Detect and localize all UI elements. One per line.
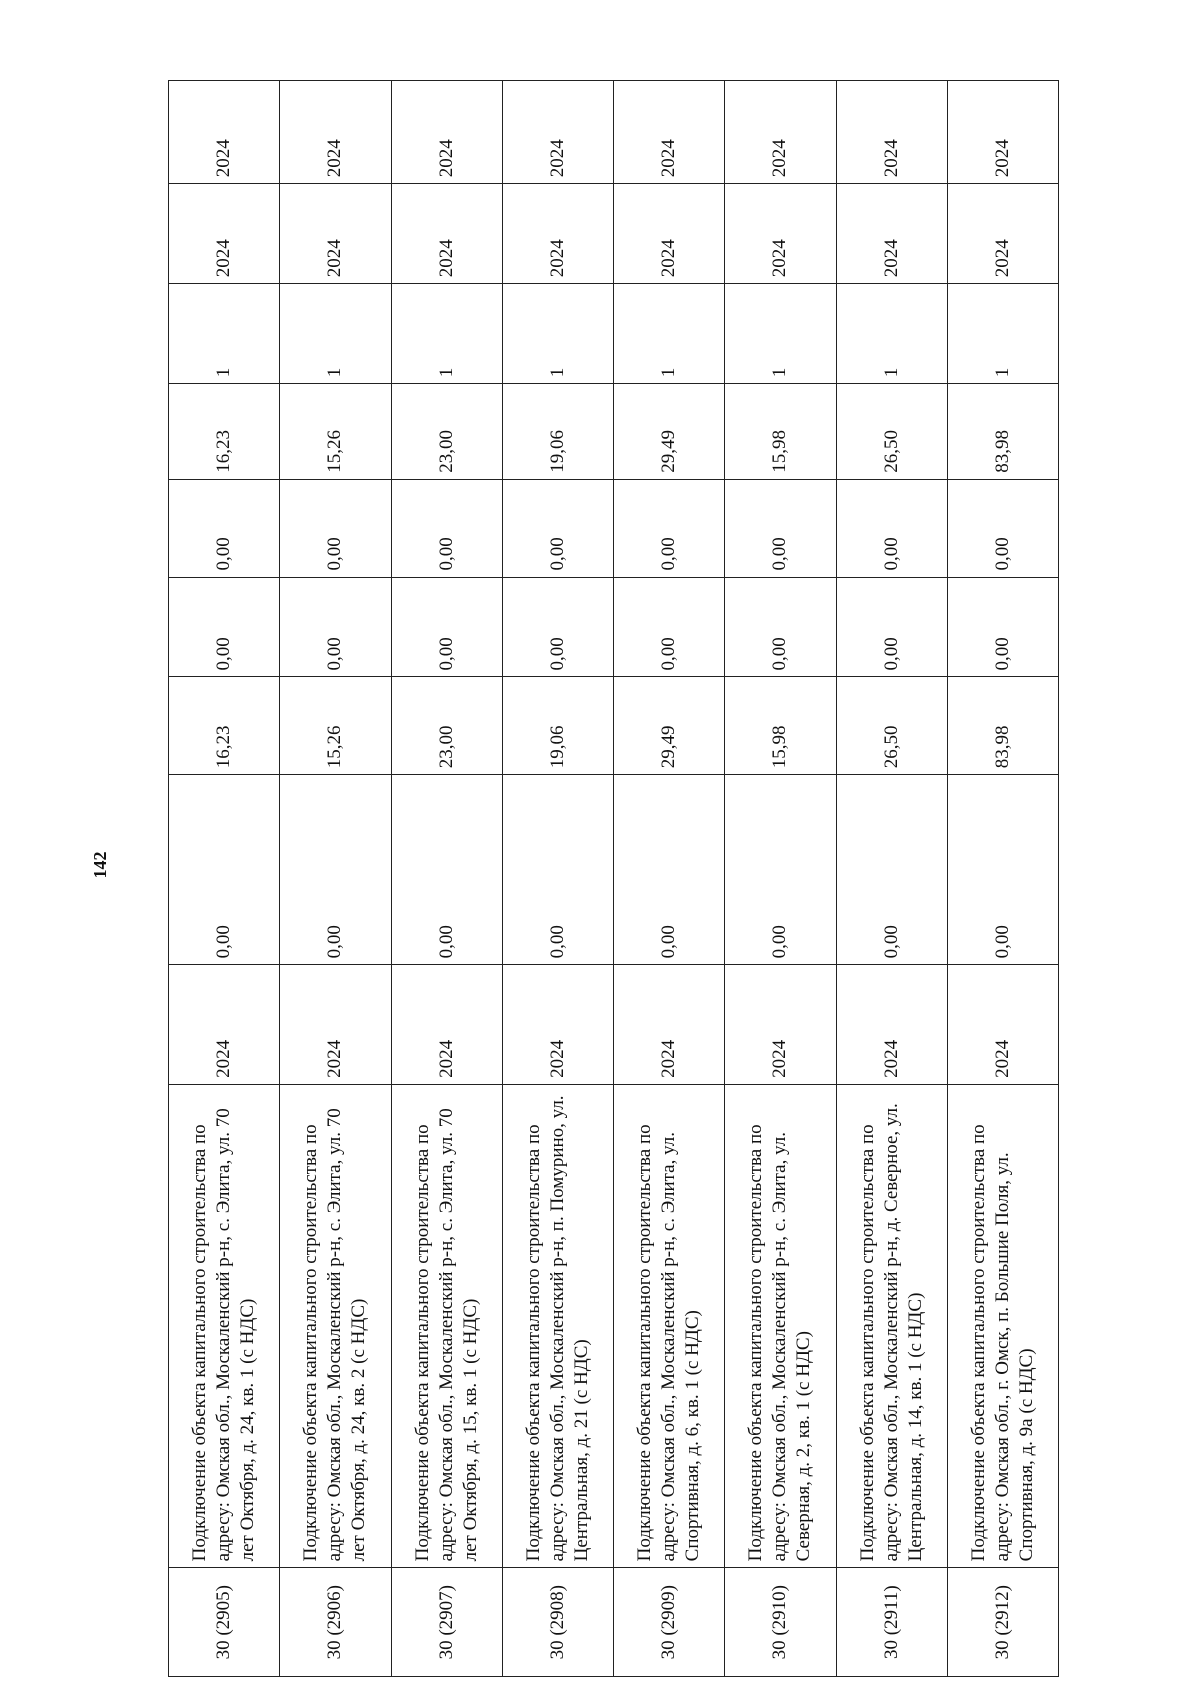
- value-cell: 0,00: [169, 479, 280, 577]
- year-end-cell: 2024: [391, 81, 502, 184]
- value-cell: 26,50: [836, 384, 947, 480]
- project-name-cell: Подключение объекта капитального строительства по адресу: Омская обл., Москаленский р-н, п. Помурино, ул. Центральная, д. 21 (с НДС): [502, 1084, 613, 1567]
- value-cell: 0,00: [947, 775, 1058, 965]
- value-cell: 29,49: [614, 677, 725, 775]
- value-cell: 0,00: [391, 775, 502, 965]
- count-cell: 1: [836, 284, 947, 384]
- project-name-cell: Подключение объекта капитального строительства по адресу: Омская обл., Москаленский р-н, с. Элита, ул. 70 лет Октября, д. 15, кв. 1 (с НДС): [391, 1084, 502, 1567]
- value-cell: 0,00: [169, 775, 280, 965]
- project-id-cell: 30 (2909): [614, 1568, 725, 1677]
- year-end-cell: 2024: [947, 81, 1058, 184]
- value-cell: 0,00: [280, 479, 391, 577]
- table-row: [280, 81, 391, 1677]
- value-cell: 0,00: [836, 775, 947, 965]
- value-cell: 0,00: [947, 479, 1058, 577]
- project-id-cell: 30 (2912): [947, 1568, 1058, 1677]
- value-cell: 23,00: [391, 384, 502, 480]
- year-cell: 2024: [280, 965, 391, 1085]
- value-cell: 0,00: [502, 479, 613, 577]
- year-end-cell: 2024: [725, 81, 836, 184]
- value-cell: 15,26: [280, 384, 391, 480]
- project-id-cell: 30 (2906): [280, 1568, 391, 1677]
- value-cell: 0,00: [947, 577, 1058, 677]
- project-name-cell: Подключение объекта капитального строительства по адресу: Омская обл., Москаленский р-н, с. Элита, ул. Северная, д. 2, кв. 1 (с НДС): [725, 1084, 836, 1567]
- count-cell: 1: [169, 284, 280, 384]
- year-cell: 2024: [614, 965, 725, 1085]
- year-end-cell: 2024: [502, 81, 613, 184]
- project-name-cell: Подключение объекта капитального строительства по адресу: Омская обл., Москаленский р-н, д. Северное, ул. Центральная, д. 14, кв. 1 (с НДС): [836, 1084, 947, 1567]
- value-cell: 0,00: [391, 577, 502, 677]
- table-row: [502, 81, 613, 1677]
- value-cell: 26,50: [836, 677, 947, 775]
- value-cell: 15,26: [280, 677, 391, 775]
- year-cell: 2024: [725, 965, 836, 1085]
- count-cell: 1: [614, 284, 725, 384]
- count-cell: 1: [280, 284, 391, 384]
- year-cell: 2024: [502, 965, 613, 1085]
- value-cell: 0,00: [725, 577, 836, 677]
- table-row: [725, 81, 836, 1677]
- value-cell: 16,23: [169, 677, 280, 775]
- year-cell: 2024: [836, 965, 947, 1085]
- year-start-cell: 2024: [947, 184, 1058, 284]
- value-cell: 0,00: [502, 577, 613, 677]
- value-cell: 0,00: [280, 577, 391, 677]
- rotated-table-container: [168, 80, 1059, 1677]
- table-row: [614, 81, 725, 1677]
- value-cell: 0,00: [725, 479, 836, 577]
- value-cell: 0,00: [836, 479, 947, 577]
- value-cell: 0,00: [280, 775, 391, 965]
- year-cell: 2024: [169, 965, 280, 1085]
- value-cell: 0,00: [391, 479, 502, 577]
- project-name-cell: Подключение объекта капитального строительства по адресу: Омская обл., Москаленский р-н, с. Элита, ул. 70 лет Октября, д. 24, кв. 1 (с НДС): [169, 1084, 280, 1567]
- value-cell: 83,98: [947, 384, 1058, 480]
- table-row: [836, 81, 947, 1677]
- table-body: [169, 81, 1059, 1677]
- project-name-cell: Подключение объекта капитального строительства по адресу: Омская обл., г. Омск, п. Большие Поля, ул. Спортивная, д. 9а (с НДС): [947, 1084, 1058, 1567]
- project-id-cell: 30 (2911): [836, 1568, 947, 1677]
- project-name-cell: Подключение объекта капитального строительства по адресу: Омская обл., Москаленский р-н, с. Элита, ул. 70 лет Октября, д. 24, кв. 2 (с НДС): [280, 1084, 391, 1567]
- value-cell: 29,49: [614, 384, 725, 480]
- year-end-cell: 2024: [280, 81, 391, 184]
- project-id-cell: 30 (2908): [502, 1568, 613, 1677]
- year-end-cell: 2024: [836, 81, 947, 184]
- value-cell: 0,00: [502, 775, 613, 965]
- count-cell: 1: [502, 284, 613, 384]
- value-cell: 23,00: [391, 677, 502, 775]
- value-cell: 0,00: [614, 775, 725, 965]
- table-row: [947, 81, 1058, 1677]
- table-row: [391, 81, 502, 1677]
- year-start-cell: 2024: [614, 184, 725, 284]
- value-cell: 0,00: [725, 775, 836, 965]
- project-id-cell: 30 (2907): [391, 1568, 502, 1677]
- count-cell: 1: [391, 284, 502, 384]
- year-cell: 2024: [391, 965, 502, 1085]
- value-cell: 15,98: [725, 384, 836, 480]
- year-start-cell: 2024: [280, 184, 391, 284]
- count-cell: 1: [725, 284, 836, 384]
- value-cell: 0,00: [836, 577, 947, 677]
- count-cell: 1: [947, 284, 1058, 384]
- value-cell: 0,00: [169, 577, 280, 677]
- year-start-cell: 2024: [725, 184, 836, 284]
- year-start-cell: 2024: [502, 184, 613, 284]
- year-cell: 2024: [947, 965, 1058, 1085]
- year-start-cell: 2024: [169, 184, 280, 284]
- page-number: 142: [90, 851, 110, 879]
- value-cell: 0,00: [614, 479, 725, 577]
- value-cell: 15,98: [725, 677, 836, 775]
- value-cell: 19,06: [502, 677, 613, 775]
- value-cell: 83,98: [947, 677, 1058, 775]
- value-cell: 19,06: [502, 384, 613, 480]
- value-cell: 16,23: [169, 384, 280, 480]
- project-name-cell: Подключение объекта капитального строительства по адресу: Омская обл., Москаленский р-н, с. Элита, ул. Спортивная, д. 6, кв. 1 (с НДС): [614, 1084, 725, 1567]
- year-start-cell: 2024: [836, 184, 947, 284]
- value-cell: 0,00: [614, 577, 725, 677]
- year-end-cell: 2024: [614, 81, 725, 184]
- year-start-cell: 2024: [391, 184, 502, 284]
- investment-table: [168, 80, 1059, 1677]
- project-id-cell: 30 (2910): [725, 1568, 836, 1677]
- table-row: [169, 81, 280, 1677]
- year-end-cell: 2024: [169, 81, 280, 184]
- project-id-cell: 30 (2905): [169, 1568, 280, 1677]
